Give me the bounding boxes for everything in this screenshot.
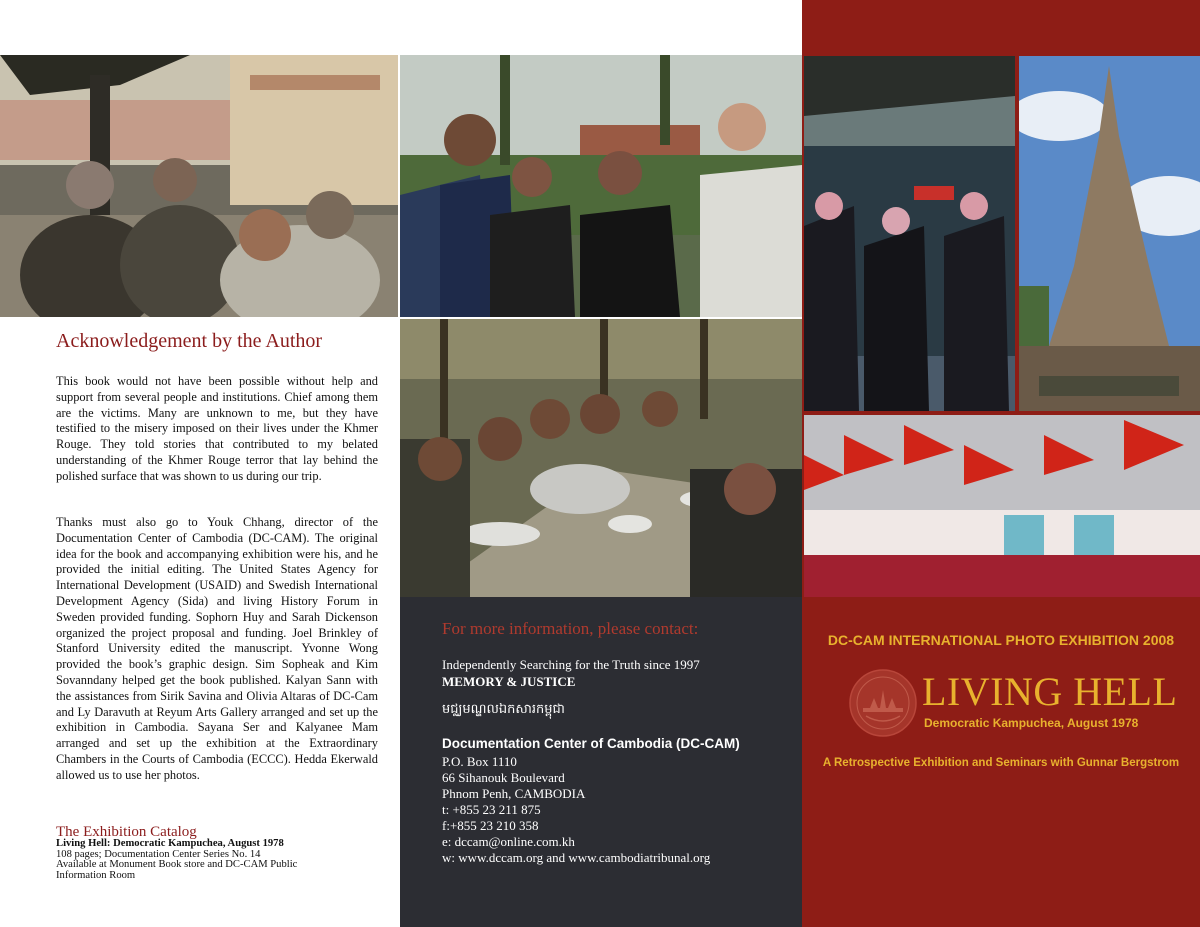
exhibition-subtitle: Democratic Kampuchea, August 1978 [924, 716, 1139, 730]
catalog-book-title: Living Hell: Democratic Kampuchea, August 1978 [56, 838, 284, 849]
acknowledgement-paragraph-1: This book would not have been possible without help and support from several people and institutions. Chief among them are the victims. Many are unknown to me, but they have testified to the misery imposed on their lives under the Khmer Rouge. They told stories that contributed to my belated understanding of the Khmer Rouge terror that lay behind the polished surface that was shown to us during our trip. [56, 374, 378, 483]
exhibition-title: LIVING HELL [922, 669, 1178, 714]
photo-temple-stupa [1019, 56, 1200, 411]
catalog-availability-cont: Information Room [56, 869, 136, 881]
photo-women-resting [0, 55, 398, 317]
photo-performers-flags [804, 415, 1200, 597]
photo-men-conversation [400, 55, 802, 317]
contact-tagline: Independently Searching for the Truth since 1997 [442, 657, 700, 672]
exhibition-tagline: A Retrospective Exhibition and Seminars with Gunnar Bergstrom [822, 757, 1180, 769]
photo-children-eating [400, 319, 802, 597]
dc-cam-seal-icon [848, 668, 918, 738]
contact-tel: t: +855 23 211 875 [442, 802, 541, 817]
contact-title: For more information, please contact: [442, 619, 699, 638]
contact-org: Documentation Center of Cambodia (DC-CAM) [442, 736, 740, 751]
contact-city: Phnom Penh, CAMBODIA [442, 786, 586, 801]
contact-motto: MEMORY & JUSTICE [442, 674, 576, 689]
exhibition-header: DC-CAM INTERNATIONAL PHOTO EXHIBITION 2008 [827, 632, 1175, 648]
photo-women-group [804, 56, 1015, 411]
catalog-title: The Exhibition Catalog [56, 824, 197, 840]
acknowledgement-paragraph-2: Thanks must also go to Youk Chhang, director of the Documentation Center of Cambodia (DC-CAM). The original idea for the book and accompanying exhibition were his, and he provided the initial editing. The United States Agency for International Development (USAID) and Swedish International Development Agency (Sida) and living History Forum in Sweden provided funding. Sophorn Huy and Sarah Dickenson organized the project proposal and funding. Joel Brinkley of Stanford University edited the manuscript. Yvonne Wong provided the book’s graphic design. Sim Sopheak and Kim Sovanndany helped get the book published. Kalyan Sann with the assistances from Sirik Savina and Olivia Altaras of DC-Cam and Ly Daravuth at Reyum Arts Gallery arranged and set up the exhibition in Cambodia. Sayana Ser and Kalyanee Mam arranged and set up the exhibition at the Extraordinary Chambers in the Courts of Cambodia (ECCC). Hedda Ekerwald allowed us to use her photos. [56, 515, 378, 782]
contact-street: 66 Sihanouk Boulevard [442, 770, 565, 785]
contact-web[interactable]: w: www.dccam.org and www.cambodiatribunal.org [442, 850, 711, 865]
contact-pobox: P.O. Box 1110 [442, 754, 517, 769]
contact-fax: f:+855 23 210 358 [442, 818, 539, 833]
contact-panel [400, 597, 802, 927]
contact-khmer-name: មជ្ឈមណ្ឌលឯកសារកម្ពុជា [442, 702, 565, 717]
catalog-availability: Available at Monument Book store and DC-CAM Public [56, 859, 298, 871]
contact-email[interactable]: e: dccam@online.com.kh [442, 834, 575, 849]
catalog-pages: 108 pages; Documentation Center Series No. 14 [56, 848, 261, 860]
exhibition-panel [802, 0, 1200, 927]
catalog-details [56, 839, 386, 881]
acknowledgement-title: Acknowledgement by the Author [56, 330, 323, 352]
